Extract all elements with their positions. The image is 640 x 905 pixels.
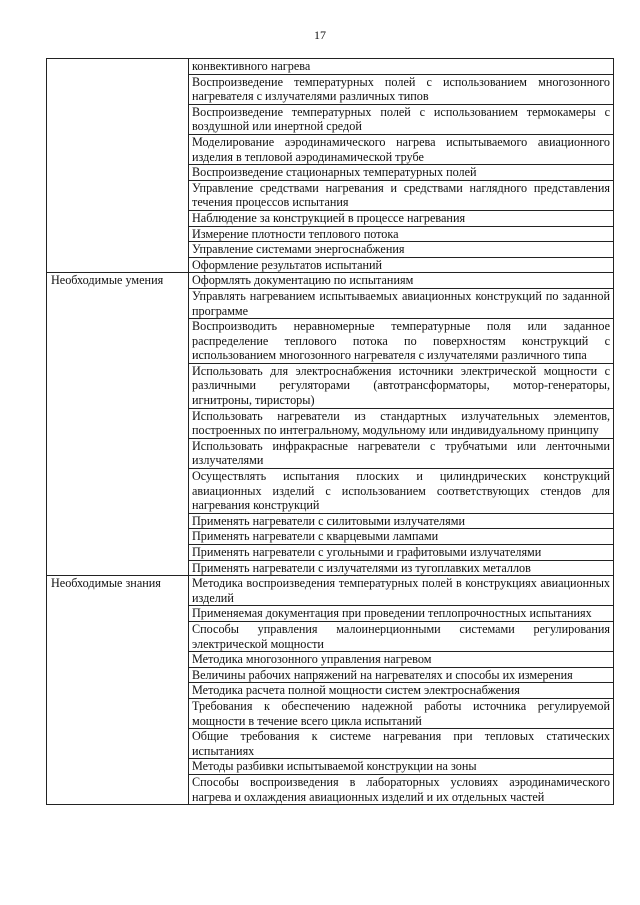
table-row	[47, 698, 614, 728]
row-label-cell-empty	[47, 408, 189, 438]
table-row	[47, 74, 614, 104]
row-label-cell-empty	[47, 529, 189, 545]
row-label-cell-empty	[47, 621, 189, 651]
row-text-cell: Применять нагреватели с излучателями из тугоплавких металлов	[189, 560, 614, 576]
row-label-cell-empty	[47, 257, 189, 273]
row-text-cell: Требования к обеспечению надежной работы источника регулируемой мощности в течение всего цикла испытаний	[189, 698, 614, 728]
row-label-cell-empty	[47, 242, 189, 258]
table-row	[47, 242, 614, 258]
row-label-cell-empty	[47, 226, 189, 242]
table-row	[47, 288, 614, 318]
table-row	[47, 210, 614, 226]
row-text-cell: Величины рабочих напряжений на нагревателях и способы их измерения	[189, 667, 614, 683]
row-label-cell-empty	[47, 180, 189, 210]
row-label-cell-empty	[47, 683, 189, 699]
table-row	[47, 257, 614, 273]
row-label-cell-empty	[47, 165, 189, 181]
table-row	[47, 226, 614, 242]
row-label-cell	[47, 59, 189, 75]
row-label-cell-empty	[47, 134, 189, 164]
row-text-cell: Использовать нагреватели из стандартных излучательных элементов, построенных по интегральному, модульному или индивидуальному принципу	[189, 408, 614, 438]
row-label-cell-empty	[47, 698, 189, 728]
table-row	[47, 729, 614, 759]
row-label-cell-empty	[47, 363, 189, 408]
row-text-cell: Способы управления малоинерционными системами регулирования электрической мощности	[189, 621, 614, 651]
row-label-cell-empty	[47, 560, 189, 576]
table-row	[47, 469, 614, 514]
table-row	[47, 759, 614, 775]
row-text-cell: Методика расчета полной мощности систем электроснабжения	[189, 683, 614, 699]
row-text-cell: Осуществлять испытания плоских и цилиндрических конструкций авиационных изделий с использованием соответствующих стендов для нагревания конструкций	[189, 469, 614, 514]
table-row	[47, 165, 614, 181]
row-label-cell-empty	[47, 652, 189, 668]
table-row	[47, 606, 614, 622]
competency-table	[46, 58, 614, 805]
row-label-cell-empty	[47, 774, 189, 804]
row-text-cell: конвективного нагрева	[189, 59, 614, 75]
row-label-cell-empty	[47, 74, 189, 104]
row-text-cell: Воспроизведение температурных полей с использованием многозонного нагревателя с излучателями различных типов	[189, 74, 614, 104]
row-label-cell-empty	[47, 729, 189, 759]
table-row	[47, 319, 614, 364]
table-row	[47, 363, 614, 408]
table-row	[47, 683, 614, 699]
row-text-cell: Управлять нагреванием испытываемых авиационных конструкций по заданной программе	[189, 288, 614, 318]
table-row	[47, 273, 614, 289]
row-text-cell: Использовать инфракрасные нагреватели с трубчатыми или ленточными излучателями	[189, 438, 614, 468]
table-row	[47, 652, 614, 668]
row-text-cell: Оформление результатов испытаний	[189, 257, 614, 273]
row-label-cell-empty	[47, 104, 189, 134]
table-row	[47, 408, 614, 438]
row-text-cell: Измерение плотности теплового потока	[189, 226, 614, 242]
row-label-cell: Необходимые знания	[47, 576, 189, 606]
table-row	[47, 134, 614, 164]
row-text-cell: Методика воспроизведения температурных полей в конструкциях авиационных изделий	[189, 576, 614, 606]
row-text-cell: Использовать для электроснабжения источники электрической мощности с различными регуляторами (автотрансформаторы, мотор-генераторы, игнитроны, тиристоры)	[189, 363, 614, 408]
table-row	[47, 104, 614, 134]
page-number: 17	[314, 28, 326, 42]
table-row	[47, 560, 614, 576]
row-label-cell-empty	[47, 288, 189, 318]
table-row	[47, 545, 614, 561]
row-label-cell-empty	[47, 210, 189, 226]
row-label-cell-empty	[47, 438, 189, 468]
row-text-cell: Способы воспроизведения в лабораторных условиях аэродинамического нагрева и охлаждения авиационных изделий и их отдельных частей	[189, 774, 614, 804]
row-text-cell: Управление средствами нагревания и средствами наглядного представления течения процессов испытания	[189, 180, 614, 210]
row-label-cell-empty	[47, 545, 189, 561]
table-row	[47, 621, 614, 651]
table-row	[47, 180, 614, 210]
table-row	[47, 59, 614, 75]
row-label-cell-empty	[47, 513, 189, 529]
row-text-cell: Применять нагреватели с угольными и графитовыми излучателями	[189, 545, 614, 561]
row-label-cell-empty	[47, 469, 189, 514]
row-text-cell: Методы разбивки испытываемой конструкции на зоны	[189, 759, 614, 775]
table-body	[47, 59, 614, 805]
table-row	[47, 774, 614, 804]
row-text-cell: Воспроизведение стационарных температурных полей	[189, 165, 614, 181]
table-row	[47, 667, 614, 683]
row-text-cell: Наблюдение за конструкцией в процессе нагревания	[189, 210, 614, 226]
table-row	[47, 529, 614, 545]
row-text-cell: Применять нагреватели с кварцевыми лампами	[189, 529, 614, 545]
table-row	[47, 576, 614, 606]
row-label-cell-empty	[47, 667, 189, 683]
row-text-cell: Воспроизведение температурных полей с использованием термокамеры с воздушной или инертной средой	[189, 104, 614, 134]
row-label-cell-empty	[47, 606, 189, 622]
row-text-cell: Общие требования к системе нагревания при тепловых статических испытаниях	[189, 729, 614, 759]
row-text-cell: Оформлять документацию по испытаниям	[189, 273, 614, 289]
row-text-cell: Моделирование аэродинамического нагрева испытываемого авиационного изделия в тепловой аэродинамической трубе	[189, 134, 614, 164]
row-text-cell: Методика многозонного управления нагревом	[189, 652, 614, 668]
row-text-cell: Применяемая документация при проведении теплопрочностных испытаниях	[189, 606, 614, 622]
row-label-cell-empty	[47, 319, 189, 364]
row-text-cell: Управление системами энергоснабжения	[189, 242, 614, 258]
row-label-cell: Необходимые умения	[47, 273, 189, 289]
table-row	[47, 513, 614, 529]
row-label-cell-empty	[47, 759, 189, 775]
table-row	[47, 438, 614, 468]
row-text-cell: Применять нагреватели с силитовыми излучателями	[189, 513, 614, 529]
row-text-cell: Воспроизводить неравномерные температурные поля или заданное распределение теплового потока по поверхностям конструкций с использованием многозонного нагревателя с излучателями различного типа	[189, 319, 614, 364]
